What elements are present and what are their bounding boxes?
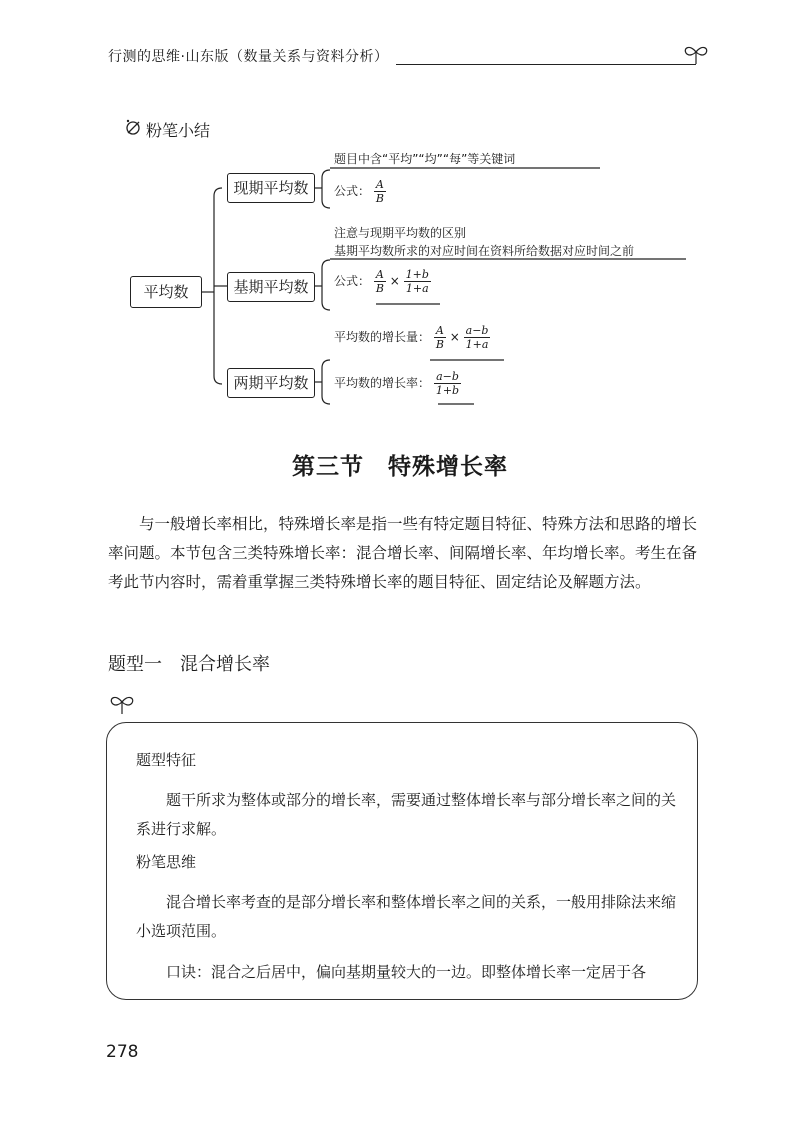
mind-map-lines [0,0,800,420]
times-sign: × [449,330,460,344]
root-node-average [130,276,202,308]
summary-title: 粉笔小结 [146,121,211,140]
formula-prefix: 平均数的增长率： [334,376,431,390]
numerator: a−b [465,324,489,337]
branch-note: 注意与现期平均数的区别 [334,226,467,240]
fraction [434,324,446,351]
branch-two-period-average [227,368,315,398]
feature-title: 题型特征 [136,751,197,769]
times-sign: × [389,274,400,288]
feature-text: 题干所求为整体或部分的增长率，需要通过整体增长率与部分增长率之间的关系进行求解。 [136,791,677,838]
numerator: 1+b [405,268,429,281]
thinking-title: 粉笔思维 [136,853,197,871]
branch-base-average [227,272,315,302]
branch-current-average [227,173,315,203]
fraction [374,178,386,205]
fraction [374,268,386,295]
denominator: 1+a [465,338,489,351]
tip-text: 口诀：混合之后居中，偏向基期量较大的一边。即整体增长率一定居于各 [166,963,647,981]
formula-average-growth-rate [334,370,461,397]
denominator: B [435,338,444,351]
sprout-icon [106,690,138,716]
thinking-text: 混合增长率考查的是部分增长率和整体增长率之间的关系，一般用排除法来缩小选项范围。 [136,893,677,940]
branch-note: 题目中含“平均”“均”“每”等关键词 [334,152,516,166]
denominator: 1+b [435,384,460,397]
denominator: B [375,282,384,295]
formula-current-average [334,178,386,205]
denominator: B [375,192,384,205]
formula-prefix: 公式： [334,184,371,198]
root-node-label: 平均数 [143,283,189,301]
formula-prefix: 平均数的增长量： [334,330,431,344]
fraction [464,324,491,351]
page-number: 278 [106,1042,139,1062]
numerator: a−b [434,370,461,384]
branch-note: 基期平均数所求的对应时间在资料所给数据对应时间之前 [334,244,635,258]
denominator: 1+a [405,282,429,295]
running-header: 行测的思维·山东版（数量关系与资料分析） [108,49,389,65]
section-intro: 与一般增长率相比，特殊增长率是指一些有特定题目特征、特殊方法和思路的增长率问题。本节包含三类特殊增长率：混合增长率、间隔增长率、年均增长率。考生在备考此节内容时，需着重掌握三类特殊增长率的题目特征、固定结论及解题方法。 [108,515,698,591]
formula-average-increase-amount [334,324,490,351]
branch-label: 基期平均数 [233,278,309,296]
branch-label: 现期平均数 [233,179,309,197]
fraction [434,370,461,397]
formula-base-average [334,268,431,295]
question-type-title: 题型一 混合增长率 [108,654,270,675]
branch-label: 两期平均数 [233,374,309,392]
section-title: 第三节 特殊增长率 [292,453,508,480]
numerator: A [374,268,386,282]
numerator: A [434,324,446,338]
fraction [404,268,431,295]
formula-prefix: 公式： [334,274,371,288]
numerator: A [374,178,386,192]
